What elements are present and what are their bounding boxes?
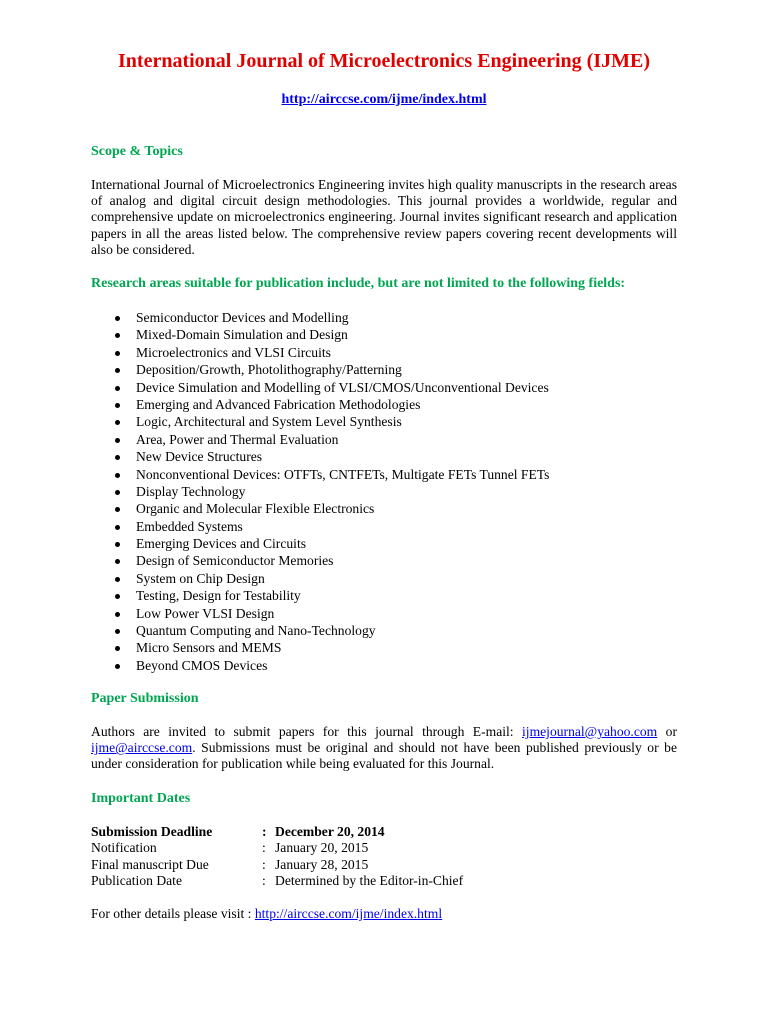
bullet-icon — [115, 386, 120, 391]
list-item-text: Area, Power and Thermal Evaluation — [136, 431, 339, 447]
bullet-icon — [115, 507, 120, 512]
date-value: January 28, 2015 — [275, 856, 369, 872]
date-colon: : — [262, 856, 266, 872]
list-item-text: Emerging and Advanced Fabrication Methodologies — [136, 396, 421, 412]
bullet-icon — [115, 316, 120, 321]
bullet-icon — [115, 612, 120, 617]
list-item-text: New Device Structures — [136, 449, 263, 465]
date-value: January 20, 2015 — [275, 840, 369, 856]
bullet-icon — [115, 525, 120, 530]
date-value: Determined by the Editor-in-Chief — [275, 873, 464, 889]
list-item — [91, 570, 549, 587]
list-item — [91, 657, 549, 674]
list-item — [91, 309, 549, 326]
research-heading: Research areas suitable for publication include, but are not limited to the following fields: — [91, 276, 626, 291]
list-item-text: Micro Sensors and MEMS — [136, 640, 282, 656]
journal-url-line — [0, 92, 768, 108]
bullet-icon — [115, 490, 120, 495]
list-item — [91, 622, 549, 639]
list-item-text: System on Chip Design — [136, 570, 265, 586]
list-item — [91, 587, 549, 604]
date-label: Submission Deadline — [91, 824, 213, 839]
bullet-icon — [115, 577, 120, 582]
bullet-icon — [115, 559, 120, 564]
list-item — [91, 361, 549, 378]
footer-line — [91, 906, 442, 922]
scope-paragraph: International Journal of Microelectronics Engineering invites high quality manuscripts in the research areas of analog and digital circuit design methodologies. This journal provides a worldwide, regular and comprehensive update on microelectronics engineering. Journal invites significant research and application papers in all the areas listed below. The comprehensive review papers covering recent developments will also be considered. — [91, 177, 677, 257]
date-colon: : — [262, 824, 267, 839]
list-item-text: Logic, Architectural and System Level Synthesis — [136, 414, 402, 430]
submission-paragraph — [91, 724, 677, 773]
list-item-text: Emerging Devices and Circuits — [136, 536, 307, 552]
list-item-text: Microelectronics and VLSI Circuits — [136, 344, 331, 360]
list-item — [91, 552, 549, 569]
list-item-text: Nonconventional Devices: OTFTs, CNTFETs, Multigate FETs Tunnel FETs — [136, 466, 550, 482]
dates-heading: Important Dates — [91, 791, 191, 806]
scope-heading: Scope & Topics — [91, 144, 183, 159]
list-item — [91, 431, 549, 448]
list-item-text: Deposition/Growth, Photolithography/Patterning — [136, 362, 402, 378]
bullet-icon — [115, 333, 120, 338]
bullet-icon — [115, 542, 120, 547]
list-item-text: Mixed-Domain Simulation and Design — [136, 327, 348, 343]
list-item-text: Testing, Design for Testability — [136, 588, 301, 604]
date-colon: : — [262, 873, 266, 889]
list-item-text: Device Simulation and Modelling of VLSI/CMOS/Unconventional Devices — [136, 379, 549, 395]
footer-url-link[interactable]: http://airccse.com/ijme/index.html — [254, 906, 443, 921]
list-item-text: Low Power VLSI Design — [136, 605, 275, 621]
page-title: International Journal of Microelectronics Engineering (IJME) — [118, 50, 650, 72]
bullet-icon — [115, 368, 120, 373]
date-value: December 20, 2014 — [275, 824, 385, 839]
bullet-icon — [115, 664, 120, 669]
submission-heading: Paper Submission — [91, 691, 199, 706]
list-item — [91, 413, 549, 430]
date-label: Publication Date — [91, 873, 182, 889]
bullet-icon — [115, 473, 120, 478]
bullet-icon — [115, 420, 120, 425]
bullet-icon — [115, 646, 120, 651]
bullet-icon — [115, 594, 120, 599]
bullet-icon — [115, 403, 120, 408]
submission-text-after: . Submissions must be original and should not have been published previously or be under consideration for publication while being evaluated for this Journal. — [91, 740, 677, 772]
bullet-icon — [115, 629, 120, 634]
list-item — [91, 466, 549, 483]
email-link-yahoo[interactable]: ijmejournal@yahoo.com — [522, 724, 658, 739]
date-label: Final manuscript Due — [91, 856, 209, 872]
date-colon: : — [262, 840, 266, 856]
list-item — [91, 535, 549, 552]
list-item — [91, 639, 549, 656]
research-topics-list — [91, 309, 549, 674]
list-item — [91, 500, 549, 517]
list-item-text: Beyond CMOS Devices — [136, 657, 268, 673]
list-item-text: Embedded Systems — [136, 518, 243, 534]
list-item — [91, 326, 549, 343]
email-link-airccse[interactable]: ijme@airccse.com — [91, 740, 193, 756]
list-item-text: Semiconductor Devices and Modelling — [136, 310, 349, 325]
list-item — [91, 379, 549, 396]
list-item — [91, 396, 549, 413]
submission-text-before: Authors are invited to submit papers for this journal through E-mail: — [91, 724, 523, 739]
bullet-icon — [115, 438, 120, 443]
bullet-icon — [115, 455, 120, 460]
list-item — [91, 344, 549, 361]
list-item-text: Display Technology — [136, 483, 246, 499]
bullet-icon — [115, 351, 120, 356]
footer-text: For other details please visit : — [91, 906, 255, 921]
date-label: Notification — [91, 840, 157, 856]
list-item-text: Quantum Computing and Nano-Technology — [136, 623, 376, 639]
list-item-text: Design of Semiconductor Memories — [136, 553, 334, 569]
list-item-text: Organic and Molecular Flexible Electronics — [136, 501, 375, 517]
list-item — [91, 605, 549, 622]
list-item — [91, 518, 549, 535]
list-item — [91, 483, 549, 500]
list-item — [91, 448, 549, 465]
submission-text-or: or — [657, 724, 677, 739]
journal-url-link[interactable]: http://airccse.com/ijme/index.html — [281, 92, 487, 107]
